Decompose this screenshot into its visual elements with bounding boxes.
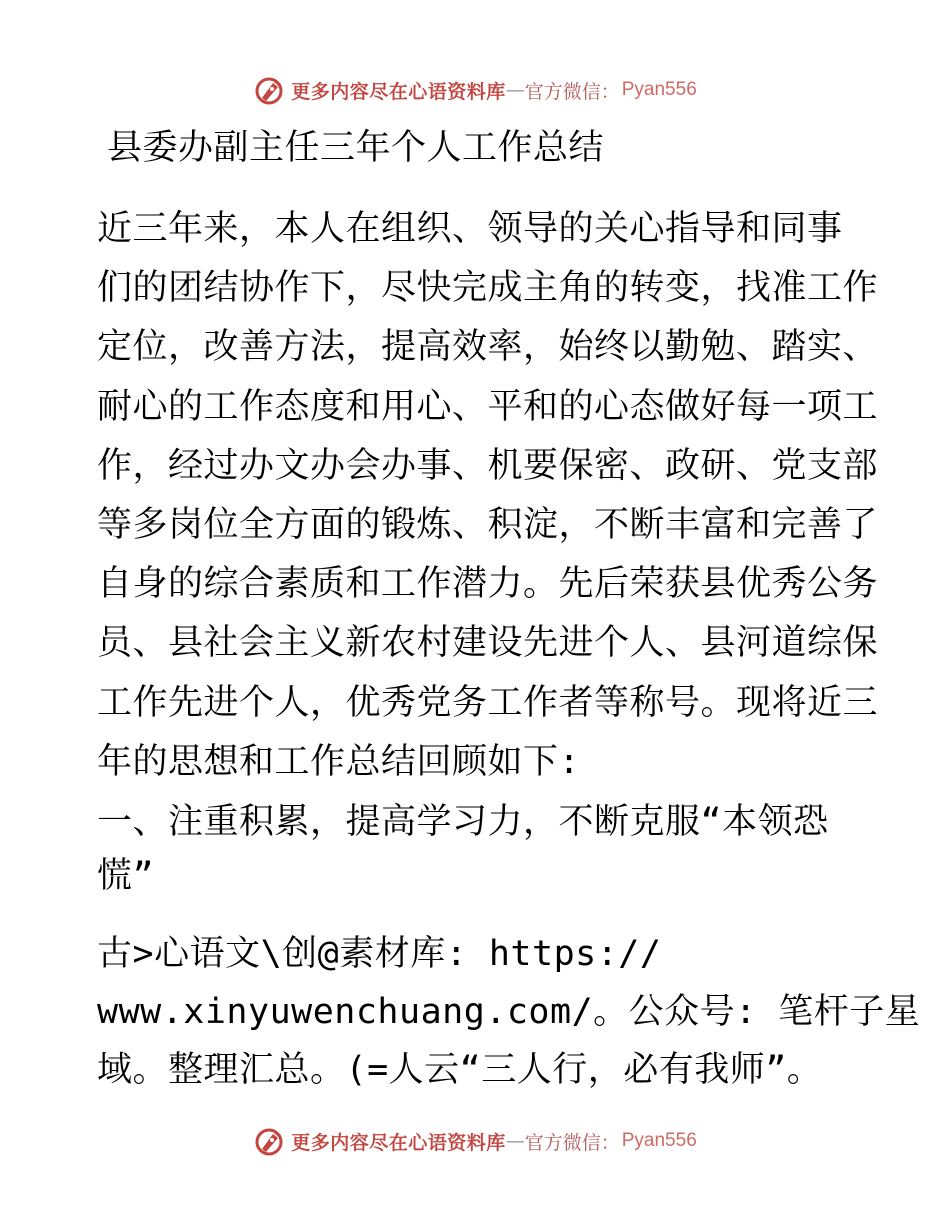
banner-account: Pyan556 <box>621 1130 697 1151</box>
banner-wechat-label: 官方微信： <box>524 80 620 103</box>
text-line: 等多岗位全方面的锻炼、积淀，不断丰富和完善了 <box>97 505 879 546</box>
text-line: 古>心语文\创@素材库: https:// <box>97 934 662 974</box>
banner-wechat-label: 官方微信： <box>524 1131 620 1154</box>
footer-banner <box>0 1121 950 1161</box>
section-heading-1 <box>97 795 857 903</box>
banner-brand-text: 更多内容尽在心语资料库 <box>291 1131 506 1154</box>
banner-dash: — <box>505 79 525 101</box>
paragraph-intro <box>97 200 879 792</box>
text-line: 域。整理汇总。(=人云“三人行，必有我师”。 <box>97 1050 823 1090</box>
text-line: 们的团结协作下，尽快完成主角的转变，找准工作 <box>97 268 879 309</box>
header-banner <box>0 70 950 110</box>
text-line: 作，经过办文办会办事、机要保密、政研、党支部 <box>97 445 879 486</box>
text-line: 员、县社会主义新农村建设先进个人、县河道综保 <box>97 623 879 664</box>
text-line: www.xinyuwenchuang.com/。公众号: 笔杆子星 <box>97 992 921 1032</box>
text-line: 耐心的工作态度和用心、平和的心态做好每一项工 <box>97 386 879 427</box>
document-title: 县委办副主任三年个人工作总结 <box>107 128 605 168</box>
text-line: 定位，改善方法，提高效率，始终以勤勉、踏实、 <box>97 327 879 368</box>
text-line: 工作先进个人，优秀党务工作者等称号。现将近三 <box>97 682 879 723</box>
banner-account: Pyan556 <box>621 79 697 100</box>
banner-dash: — <box>505 1130 525 1152</box>
text-line: 一、注重积累，提高学习力，不断克服“本领恐 <box>97 802 829 842</box>
paragraph-source <box>97 925 921 1099</box>
text-line: 近三年来，本人在组织、领导的关心指导和同事 <box>97 209 843 249</box>
text-line: 自身的综合素质和工作潜力。先后荣获县优秀公务 <box>97 564 879 605</box>
text-line: 年的思想和工作总结回顾如下: <box>97 741 581 782</box>
banner-brand-text: 更多内容尽在心语资料库 <box>291 80 506 103</box>
pen-nib-logo-icon <box>253 74 285 106</box>
text-line: 慌” <box>97 856 155 896</box>
pen-nib-logo-icon <box>253 1125 285 1157</box>
